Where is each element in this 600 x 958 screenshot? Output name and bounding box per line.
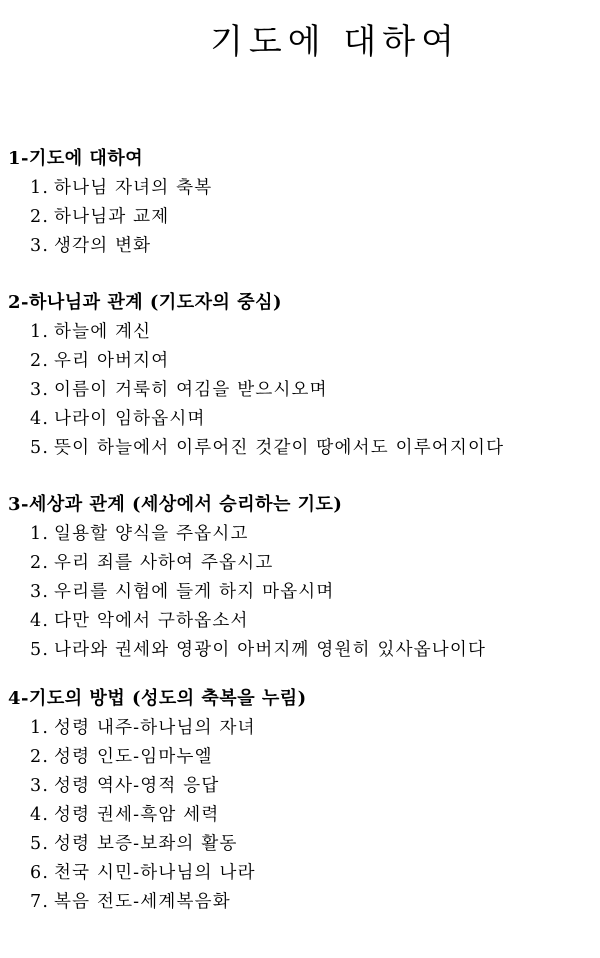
item-number: 6. — [30, 863, 50, 883]
list-item — [8, 318, 598, 347]
item-number: 1. — [30, 524, 50, 544]
item-text: 생각의 변화 — [54, 236, 152, 256]
item-number: 4. — [30, 805, 50, 825]
section-heading: 2-하나님과 관계 (기도자의 중심) — [8, 292, 282, 313]
item-number: 2. — [30, 207, 50, 227]
item-number: 5. — [30, 640, 50, 660]
item-number: 4. — [30, 611, 50, 631]
item-text: 우리를 시험에 들게 하지 마옵시며 — [54, 582, 335, 602]
item-text: 복음 전도-세계복음화 — [54, 892, 231, 912]
section-prayer-method — [8, 684, 598, 917]
list-item — [8, 232, 598, 261]
section-relation-with-world — [8, 490, 598, 665]
item-number: 1. — [30, 178, 50, 198]
item-text: 성령 권세-흑암 세력 — [54, 805, 220, 825]
item-text: 이름이 거룩히 여김을 받으시오며 — [54, 380, 328, 400]
section-heading: 3-세상과 관계 (세상에서 승리하는 기도) — [8, 494, 343, 515]
item-text: 나라와 권세와 영광이 아버지께 영원히 있사옵나이다 — [54, 640, 487, 660]
list-item — [8, 636, 598, 665]
item-number: 3. — [30, 776, 50, 796]
list-item — [8, 434, 598, 463]
item-text: 성령 내주-하나님의 자녀 — [54, 718, 256, 738]
list-item — [8, 714, 598, 743]
page-title: 기도에 대하여 — [210, 22, 460, 62]
item-text: 하나님 자녀의 축복 — [54, 178, 213, 198]
item-number: 3. — [30, 380, 50, 400]
list-item — [8, 578, 598, 607]
item-number: 4. — [30, 409, 50, 429]
item-text: 뜻이 하늘에서 이루어진 것같이 땅에서도 이루어지이다 — [54, 438, 505, 458]
item-number: 1. — [30, 322, 50, 342]
item-number: 7. — [30, 892, 50, 912]
item-number: 2. — [30, 553, 50, 573]
item-number: 2. — [30, 351, 50, 371]
item-text: 우리 죄를 사하여 주옵시고 — [54, 553, 274, 573]
list-item — [8, 859, 598, 888]
list-item — [8, 888, 598, 917]
item-text: 하늘에 계신 — [54, 322, 152, 342]
section-prayer-about — [8, 144, 598, 261]
section-relation-with-god — [8, 288, 598, 463]
item-text: 우리 아버지여 — [54, 351, 170, 371]
list-item — [8, 203, 598, 232]
item-number: 1. — [30, 718, 50, 738]
list-item — [8, 376, 598, 405]
list-item — [8, 347, 598, 376]
list-item — [8, 801, 598, 830]
list-item — [8, 520, 598, 549]
item-text: 다만 악에서 구하옵소서 — [54, 611, 249, 631]
item-text: 성령 보증-보좌의 활동 — [54, 834, 238, 854]
list-item — [8, 772, 598, 801]
item-text: 성령 인도-임마누엘 — [54, 747, 213, 767]
item-text: 일용할 양식을 주옵시고 — [54, 524, 249, 544]
section-heading: 1-기도에 대하여 — [8, 148, 144, 169]
list-item — [8, 549, 598, 578]
item-text: 천국 시민-하나님의 나라 — [54, 863, 256, 883]
item-number: 3. — [30, 236, 50, 256]
item-number: 5. — [30, 438, 50, 458]
item-text: 하나님과 교제 — [54, 207, 170, 227]
list-item — [8, 743, 598, 772]
list-item — [8, 830, 598, 859]
item-number: 5. — [30, 834, 50, 854]
list-item — [8, 607, 598, 636]
section-heading: 4-기도의 방법 (성도의 축복을 누림) — [8, 688, 307, 709]
list-item — [8, 174, 598, 203]
item-number: 3. — [30, 582, 50, 602]
list-item — [8, 405, 598, 434]
item-text: 나라이 임하옵시며 — [54, 409, 206, 429]
item-number: 2. — [30, 747, 50, 767]
item-text: 성령 역사-영적 응답 — [54, 776, 220, 796]
